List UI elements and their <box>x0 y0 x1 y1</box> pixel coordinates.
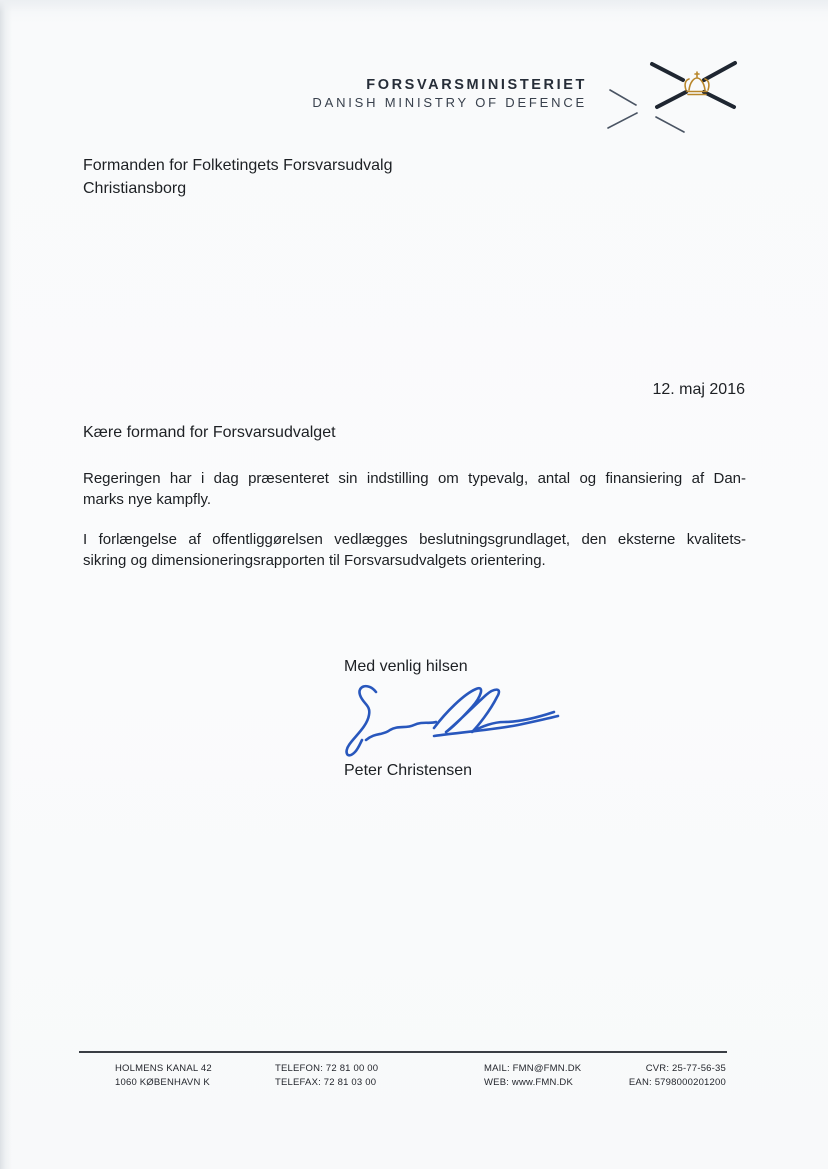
recipient-line-2: Christiansborg <box>83 180 187 197</box>
crown-icon <box>685 72 709 95</box>
footer-registration <box>598 1062 726 1089</box>
salutation: Kære formand for Forsvarsudvalget <box>83 424 336 441</box>
footer-ean: EAN: 5798000201200 <box>628 1076 726 1088</box>
footer-telefax: TELEFAX: 72 81 03 00 <box>275 1076 377 1088</box>
footer-address-line-2: 1060 KØBENHAVN K <box>115 1076 210 1088</box>
ministry-name-english: DANISH MINISTRY OF DEFENCE <box>312 95 587 110</box>
footer-mail: MAIL: FMN@FMN.DK <box>484 1063 582 1074</box>
scan-edge-left <box>0 0 12 1169</box>
footer-telefon: TELEFON: 72 81 00 00 <box>275 1063 379 1074</box>
footer-cvr: CVR: 25-77-56-35 <box>645 1063 726 1074</box>
valediction: Med venlig hilsen <box>344 658 468 675</box>
ministry-name-danish: FORSVARSMINISTERIET <box>366 77 587 93</box>
recipient-line-1: Formanden for Folketingets Forsvarsudvalg <box>83 157 393 174</box>
footer-address <box>115 1062 212 1089</box>
scan-edge-top <box>0 0 828 12</box>
paragraph-2-line-2: sikring og dimensioneringsrapporten til Forsvarsudvalgets orientering. <box>83 552 546 569</box>
footer-online <box>484 1062 581 1089</box>
footer-phone <box>275 1062 378 1089</box>
ministry-crest-icon <box>602 52 762 144</box>
footer-address-line-1: HOLMENS KANAL 42 <box>115 1063 212 1074</box>
recipient-address <box>83 154 392 200</box>
paragraph-1-line-2: marks nye kampfly. <box>83 491 212 508</box>
body-paragraph-1 <box>83 468 746 510</box>
handwritten-signature <box>322 678 572 768</box>
footer-divider <box>79 1051 727 1053</box>
paragraph-1-line-1: Regeringen har i dag præsenteret sin indstilling om typevalg, antal og finansiering af Dan- <box>83 470 746 487</box>
letter-date: 12. maj 2016 <box>652 381 745 398</box>
signatory-name: Peter Christensen <box>344 762 473 779</box>
paragraph-2-line-1: I forlængelse af offentliggørelsen vedlægges beslutningsgrundlaget, den eksterne kvalitets- <box>83 531 746 548</box>
body-paragraph-2 <box>83 529 746 571</box>
footer-web: WEB: www.FMN.DK <box>484 1076 574 1088</box>
